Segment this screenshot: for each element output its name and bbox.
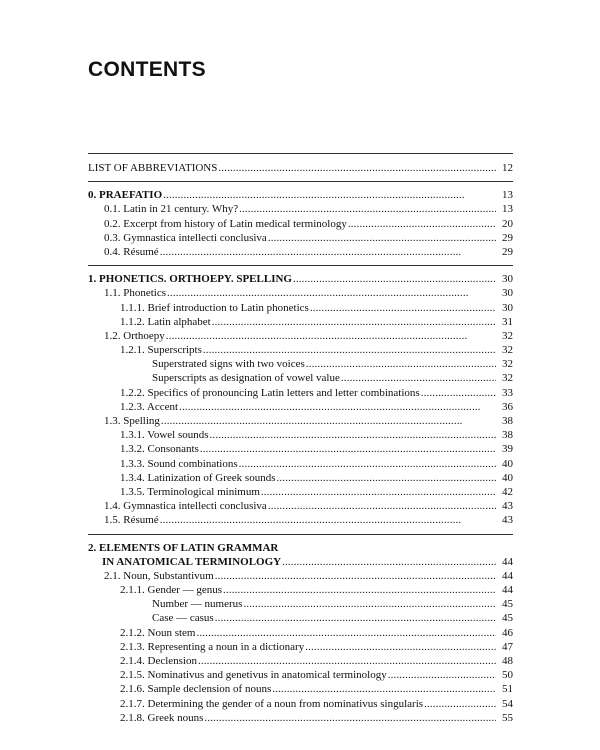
toc-entry-title: 1.3. Spelling (104, 415, 160, 427)
dot-leader (341, 371, 496, 385)
toc-entry-page: 13 (502, 189, 513, 202)
dot-leader (198, 654, 496, 668)
toc-entry[interactable] (88, 315, 513, 329)
toc-entry[interactable] (88, 569, 513, 583)
toc-chapter-continued[interactable] (88, 555, 513, 569)
toc-entry[interactable] (88, 428, 513, 442)
toc-entry[interactable] (88, 640, 513, 654)
toc-entry-title: Number — numerus (152, 598, 243, 611)
toc-entry-page: 39 (502, 443, 513, 456)
toc-entry[interactable] (88, 231, 513, 245)
toc-entry-page: 29 (502, 231, 513, 244)
toc-entry-title: 0.4. Résumé (104, 245, 159, 258)
toc-entry-page: 38 (502, 429, 513, 442)
dot-leader (210, 428, 496, 442)
toc-entry-page: 54 (502, 697, 513, 710)
toc-entry[interactable] (88, 485, 513, 499)
toc-entry[interactable] (88, 357, 513, 371)
toc-entry[interactable] (88, 499, 513, 513)
toc-entry-title: 1.3.1. Vowel sounds (120, 429, 209, 442)
toc-entry-page: 32 (502, 344, 513, 357)
toc-entry-page: 45 (502, 612, 513, 625)
dot-leader (310, 301, 496, 315)
dot-leader (212, 315, 496, 329)
toc-entry-title: 1.3.5. Terminological minimum (120, 485, 260, 498)
toc-entry-title: 1. PHONETICS. ORTHOEPY. SPELLING (88, 273, 292, 286)
toc-entry-title: 2.1.7. Determining the gender of a noun from nominativus singularis (120, 697, 424, 710)
toc-entry-title: 2.1.5. Nominativus and genetivus in anatomical terminology (120, 669, 387, 682)
toc-entry[interactable] (88, 414, 513, 428)
toc-entry-title: 0. PRAEFATIO (88, 189, 163, 202)
toc-entry-title: Superscripts as designation of vowel value (152, 372, 340, 385)
toc-entry-page: 42 (502, 485, 513, 498)
dot-leader (293, 272, 496, 286)
dot-leader (305, 640, 496, 654)
section-rule (88, 534, 513, 535)
toc-entry-page: 44 (502, 584, 513, 597)
toc-entry[interactable] (88, 442, 513, 456)
toc-entry[interactable] (88, 202, 513, 216)
toc-chapter[interactable] (88, 541, 513, 555)
dot-leader (239, 202, 496, 216)
toc-entry-page: 48 (502, 655, 513, 667)
toc-entry-title: 1.2.2. Specifics of pronouncing Latin letters and letter combinations (120, 386, 420, 399)
toc-entry-title: LIST OF ABBREVIATIONS (88, 162, 218, 174)
toc-entry[interactable] (88, 400, 513, 414)
toc-entry-title: 1.3.4. Latinization of Greek sounds (120, 471, 276, 484)
toc-entry[interactable] (88, 583, 513, 597)
toc-entry[interactable] (88, 597, 513, 611)
toc-entry[interactable] (88, 668, 513, 682)
toc-entry-page: 36 (502, 400, 513, 413)
toc-entry-page: 46 (502, 626, 513, 639)
toc-entry-page: 44 (502, 569, 513, 582)
toc-entry-page: 43 (502, 514, 513, 527)
toc-entry-title: 1.3.2. Consonants (120, 443, 199, 456)
dot-leader (282, 555, 496, 569)
toc-entry[interactable] (88, 371, 513, 385)
toc-entry[interactable] (88, 386, 513, 400)
toc-entry-title: 2.1.2. Noun stem (120, 626, 196, 639)
dot-leader (160, 513, 496, 527)
toc-entry[interactable] (88, 471, 513, 485)
toc-entry-title: 2.1.3. Representing a noun in a dictionary (120, 640, 305, 653)
toc-entry-page: 30 (502, 301, 513, 314)
toc-entry-title: 1.2.3. Accent (120, 400, 179, 413)
table-of-contents (88, 153, 513, 725)
toc-entry[interactable] (88, 329, 513, 343)
toc-entry-page: 30 (502, 287, 513, 300)
toc-entry-title: 1.1.1. Brief introduction to Latin phonetics (120, 301, 309, 314)
toc-entry-page: 40 (502, 457, 513, 470)
dot-leader (204, 711, 496, 725)
dot-leader (160, 245, 496, 259)
toc-entry-title: 0.2. Excerpt from history of Latin medical terminology (104, 217, 347, 230)
toc-entry-title: 1.1.2. Latin alphabet (120, 315, 211, 328)
dot-leader (243, 597, 496, 611)
toc-entry-page: 32 (502, 329, 513, 342)
dot-leader (421, 386, 496, 400)
toc-entry[interactable] (88, 343, 513, 357)
toc-entry[interactable] (88, 513, 513, 527)
toc-entry-title: 1.2. Orthoepy (104, 329, 165, 342)
dot-leader (167, 286, 496, 300)
dot-leader (163, 188, 496, 202)
dot-leader (218, 161, 496, 175)
toc-entry-page: 13 (502, 203, 513, 216)
toc-entry-title: 2.1. Noun, Substantivum (104, 569, 214, 582)
toc-entry-page: 30 (502, 273, 513, 286)
toc-entry-title: 2.1.4. Declension (120, 655, 197, 667)
toc-entry-page: 40 (502, 471, 513, 484)
toc-entry[interactable] (88, 286, 513, 300)
section-rule (88, 265, 513, 266)
toc-entry-title: 1.4. Gymnastica intellecti conclusiva (104, 500, 267, 513)
toc-entry-title: 0.3. Gymnastica intellecti conclusiva (104, 231, 267, 244)
toc-entry[interactable] (88, 654, 513, 668)
dot-leader (223, 583, 496, 597)
toc-entry-page: 51 (502, 683, 513, 696)
toc-entry-page: 44 (502, 555, 513, 568)
dot-leader (179, 400, 496, 414)
section-rule (88, 181, 513, 182)
page-title: CONTENTS (88, 58, 206, 81)
top-rule (88, 153, 513, 154)
toc-entry[interactable] (88, 457, 513, 471)
toc-entry-page: 32 (502, 372, 513, 385)
toc-entry-page: 31 (502, 315, 513, 328)
dot-leader (272, 682, 496, 696)
toc-entry[interactable] (88, 301, 513, 315)
toc-entry-title: 1.5. Résumé (104, 514, 159, 527)
toc-entry-title: Superstrated signs with two voices (152, 358, 305, 371)
dot-leader (196, 626, 496, 640)
toc-entry-page: 12 (502, 162, 513, 174)
toc-chapter[interactable] (88, 188, 513, 202)
toc-entry-page: 38 (502, 415, 513, 427)
dot-leader (424, 697, 496, 711)
toc-entry-page: 47 (502, 640, 513, 653)
toc-entry-title: 2. ELEMENTS OF LATIN GRAMMAR (88, 541, 279, 554)
dot-leader (261, 485, 496, 499)
dot-leader (239, 457, 496, 471)
toc-entry[interactable] (88, 611, 513, 625)
toc-entry-title: 2.1.6. Sample declension of nouns (120, 683, 272, 696)
toc-entry-page: 45 (502, 598, 513, 611)
toc-entry-title: 0.1. Latin in 21 century. Why? (104, 203, 239, 216)
dot-leader (348, 217, 496, 231)
toc-entry-page: 55 (502, 711, 513, 724)
toc-entry-page: 20 (502, 217, 513, 230)
toc-entry-title: 1.3.3. Sound combinations (120, 457, 238, 470)
toc-entry-title: 1.2.1. Superscripts (120, 344, 202, 357)
toc-entry-page: 33 (502, 386, 513, 399)
toc-entry[interactable] (88, 161, 513, 175)
toc-entry-title: 2.1.8. Greek nouns (120, 711, 204, 724)
dot-leader (161, 414, 496, 428)
dot-leader (277, 471, 497, 485)
dot-leader (203, 343, 496, 357)
toc-entry-page: 29 (502, 245, 513, 258)
toc-entry-page: 50 (502, 669, 513, 682)
toc-entry-title: Case — casus (152, 612, 214, 625)
toc-entry-page: 43 (502, 500, 513, 513)
dot-leader (215, 611, 496, 625)
toc-entry[interactable] (88, 217, 513, 231)
dot-leader (215, 569, 496, 583)
toc-entry[interactable] (88, 626, 513, 640)
toc-entry[interactable] (88, 245, 513, 259)
toc-entry[interactable] (88, 697, 513, 711)
toc-entry-title: 1.1. Phonetics (104, 287, 167, 300)
toc-entry-title: IN ANATOMICAL TERMINOLOGY (102, 555, 282, 568)
toc-entry[interactable] (88, 682, 513, 696)
toc-entry-title: 2.1.1. Gender — genus (120, 584, 223, 597)
dot-leader (268, 231, 496, 245)
dot-leader (388, 668, 496, 682)
dot-leader (166, 329, 496, 343)
dot-leader (268, 499, 496, 513)
toc-entry[interactable] (88, 711, 513, 725)
toc-entry-page: 32 (502, 358, 513, 371)
dot-leader (200, 442, 496, 456)
dot-leader (306, 357, 496, 371)
toc-chapter[interactable] (88, 272, 513, 286)
